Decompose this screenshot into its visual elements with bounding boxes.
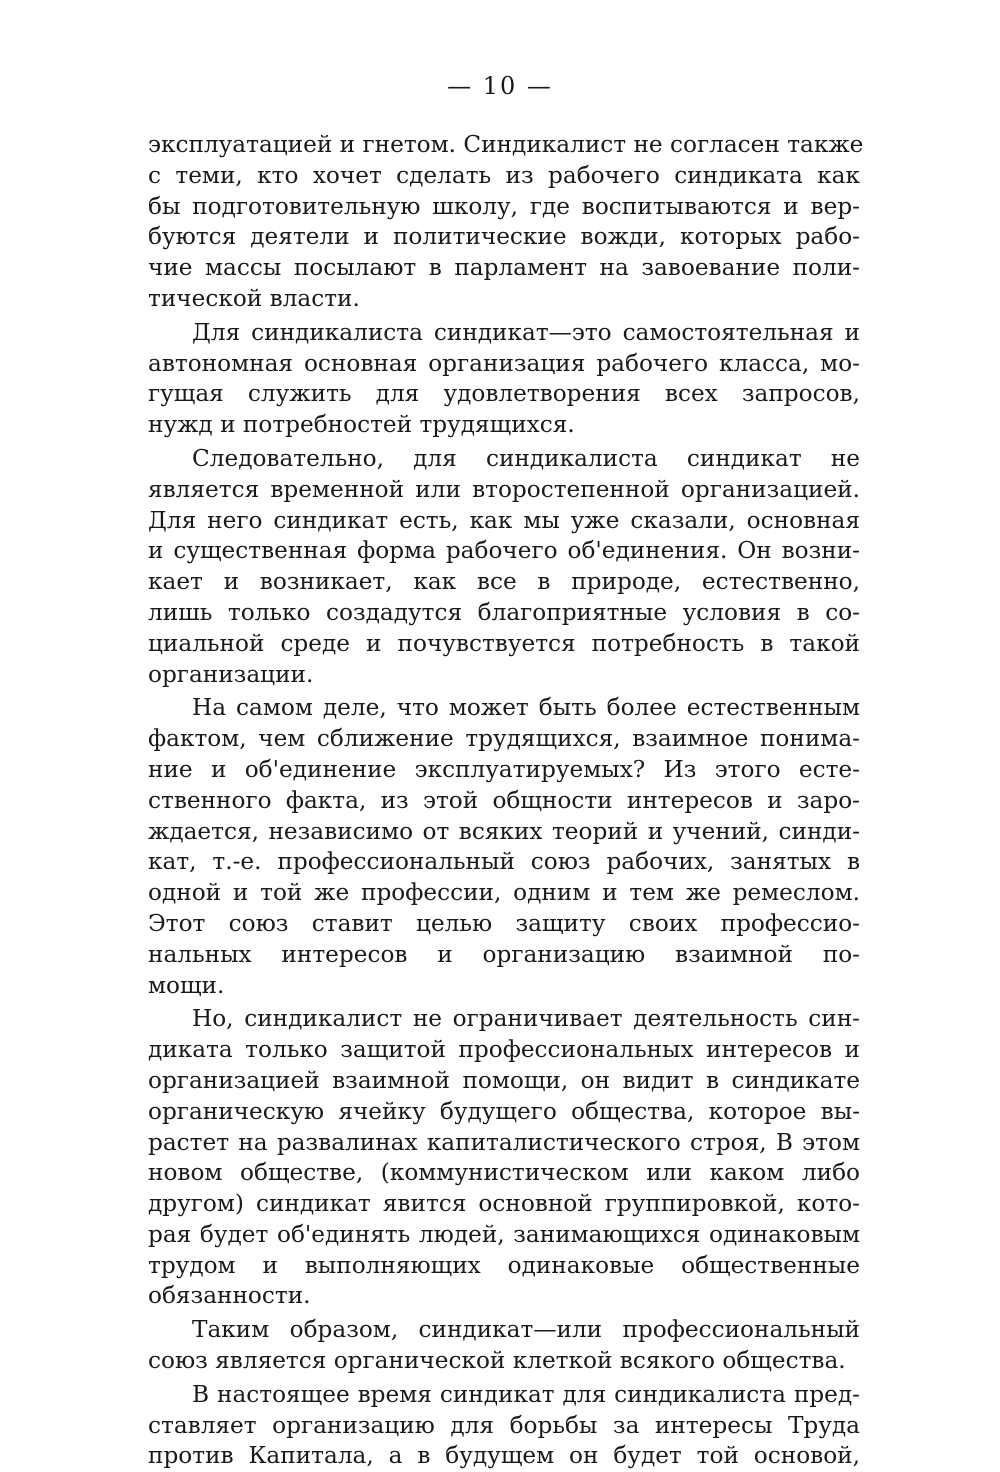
text-line: бы подготовительную школу, где воспитываются и вер- bbox=[148, 192, 860, 220]
body-text bbox=[148, 130, 864, 1472]
text-line: ждается, независимо от всяких теорий и учений, синди- bbox=[148, 817, 860, 845]
text-line: новом обществе, (коммунистическом или каком либо bbox=[148, 1159, 860, 1187]
text-line: Но, синдикалист не ограничивает деятельность син- bbox=[192, 1005, 860, 1033]
text-line: буются деятели и политические вожди, которых рабо- bbox=[148, 223, 860, 251]
text-line: организацией взаимной помощи, он видит в синдикате bbox=[148, 1066, 860, 1094]
text-line: и существенная форма рабочего об'единения. Он возни- bbox=[148, 537, 860, 565]
paragraph bbox=[148, 1380, 860, 1472]
text-line: нальных интересов и организацию взаимной по- bbox=[148, 940, 860, 968]
text-line: Следовательно, для синдикалиста синдикат не bbox=[192, 444, 860, 472]
text-line: кает и возникает, как все в природе, естественно, bbox=[148, 568, 860, 596]
page-number: — 10 — bbox=[447, 72, 553, 100]
text-line: На самом деле, что может быть более естественным bbox=[192, 694, 860, 722]
text-line: союз является органической клеткой всякого общества. bbox=[148, 1347, 846, 1375]
text-line: ние и об'единение эксплуатируемых? Из этого есте- bbox=[148, 755, 860, 783]
text-line: рая будет об'единять людей, занимающихся одинаковым bbox=[148, 1220, 860, 1248]
text-line: нужд и потребностей трудящихся. bbox=[148, 411, 575, 439]
text-line: лишь только создадутся благоприятные условия в со- bbox=[148, 598, 860, 626]
text-line: диката только защитой профессиональных интересов и bbox=[148, 1036, 860, 1064]
paragraph bbox=[148, 130, 864, 315]
text-line: эксплуатацией и гнетом. Синдикалист не согласен также bbox=[148, 131, 864, 158]
text-line: гущая служить для удовлетворения всех запросов, bbox=[148, 380, 860, 408]
text-line: Для синдикалиста синдикат—это самостоятельная и bbox=[192, 318, 860, 346]
paragraph bbox=[148, 1004, 860, 1312]
text-line: растет на развалинах капиталистического строя, В этом bbox=[148, 1128, 860, 1156]
text-line: ставляет организацию для борьбы за интересы Труда bbox=[148, 1411, 860, 1439]
text-line: обязанности. bbox=[148, 1282, 311, 1310]
text-line: В настоящее время синдикат для синдикалиста пред- bbox=[192, 1380, 860, 1408]
text-line: автономная основная организация рабочего класса, мо- bbox=[148, 349, 860, 377]
text-line: ственного факта, из этой общности интересов и заро- bbox=[148, 786, 860, 814]
text-line: мощи. bbox=[148, 971, 225, 999]
text-line: Этот союз ставит целью защиту своих профессио- bbox=[148, 909, 860, 937]
text-line: чие массы посылают в парламент на завоевание поли- bbox=[148, 254, 860, 282]
text-line: одной и той же профессии, одним и тем же ремеслом. bbox=[148, 879, 860, 907]
paragraph bbox=[148, 318, 860, 441]
paragraph bbox=[148, 444, 860, 690]
paragraph bbox=[148, 1315, 860, 1377]
text-line: органическую ячейку будущего общества, которое вы- bbox=[148, 1097, 860, 1125]
text-line: Таким образом, синдикат—или профессиональный bbox=[192, 1316, 860, 1344]
paragraph bbox=[148, 693, 860, 1001]
text-line: циальной среде и почувствуется потребность в такой bbox=[148, 629, 860, 657]
text-line: другом) синдикат явится основной группировкой, кото- bbox=[148, 1190, 860, 1218]
text-line: против Капитала, а в будущем он будет той основой, bbox=[148, 1442, 860, 1470]
text-line: трудом и выполняющих одинаковые общественные bbox=[148, 1251, 860, 1279]
text-line: с теми, кто хочет сделать из рабочего синдиката как bbox=[148, 161, 860, 189]
text-line: организации. bbox=[148, 660, 314, 688]
text-line: кат, т.-е. профессиональный союз рабочих, занятых в bbox=[148, 848, 860, 876]
text-line: Для него синдикат есть, как мы уже сказали, основная bbox=[148, 506, 860, 534]
text-line: является временной или второстепенной организацией. bbox=[148, 475, 860, 503]
text-line: фактом, чем сближение трудящихся, взаимное понима- bbox=[148, 725, 860, 753]
text-line: тической власти. bbox=[148, 284, 360, 312]
